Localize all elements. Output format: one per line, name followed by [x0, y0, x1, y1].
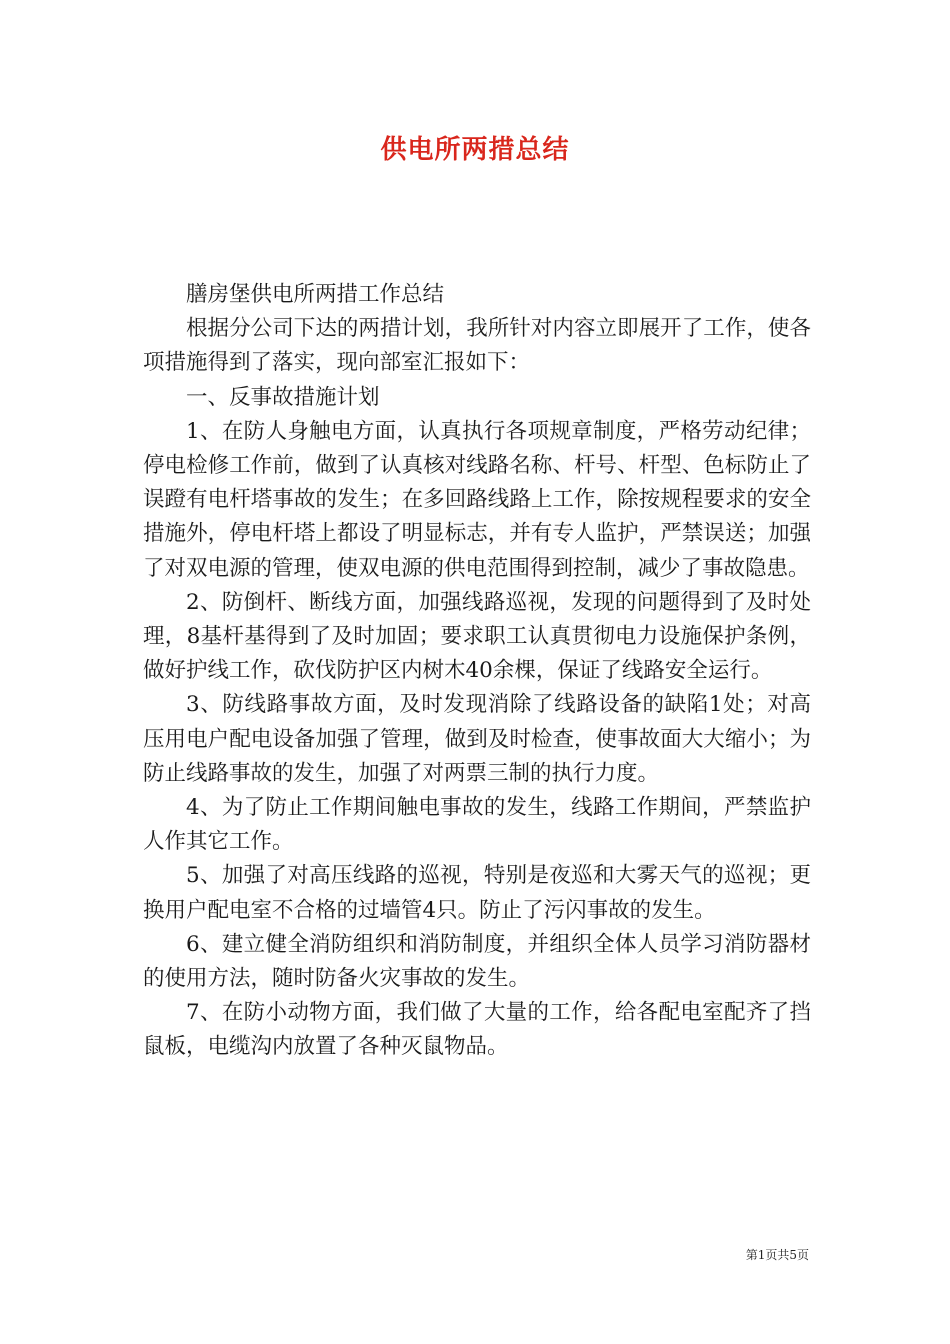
document-body [143, 278, 811, 1065]
item-paragraph-6: 6、建立健全消防组织和消防制度，并组织全体人员学习消防器材的使用方法，随时防备火灾事故的发生。 [143, 931, 811, 992]
page-number-label: 第1页共5页 [745, 1248, 809, 1262]
section-heading: 一、反事故措施计划 [186, 384, 380, 410]
page-footer [746, 1246, 809, 1264]
item-paragraph-3: 3、防线路事故方面，及时发现消除了线路设备的缺陷1处；对高压用电户配电设备加强了管理，做到及时检查，使事故面大大缩小；为防止线路事故的发生，加强了对两票三制的执行力度。 [143, 692, 811, 786]
subtitle-paragraph: 膳房堡供电所两措工作总结 [186, 282, 445, 307]
intro-paragraph: 根据分公司下达的两措计划，我所针对内容立即展开了工作，使各项措施得到了落实，现向部室汇报如下： [143, 316, 811, 376]
item-paragraph-5: 5、加强了对高压线路的巡视，特别是夜巡和大雾天气的巡视；更换用户配电室不合格的过墙管4只。防止了污闪事故的发生。 [143, 863, 811, 923]
item-paragraph-4: 4、为了防止工作期间触电事故的发生，线路工作期间，严禁监护人作其它工作。 [143, 795, 811, 855]
item-paragraph-7: 7、在防小动物方面，我们做了大量的工作，给各配电室配齐了挡鼠板，电缆沟内放置了各种灭鼠物品。 [143, 1000, 811, 1060]
item-paragraph-1: 1、在防人身触电方面，认真执行各项规章制度，严格劳动纪律；停电检修工作前，做到了认真核对线路名称、杆号、杆型、色标防止了误蹬有电杆塔事故的发生；在多回路线路上工作，除按规程要求的安全措施外，停电杆塔上都设了明显标志，并有专人监护，严禁误送；加强了对双电源的管理，使双电源的供电范围得到控制，减少了事故隐患。 [143, 418, 811, 581]
document-title: 供电所两措总结 [380, 135, 570, 165]
item-paragraph-2: 2、防倒杆、断线方面，加强线路巡视，发现的问题得到了及时处理，8基杆基得到了及时加固；要求职工认真贯彻电力设施保护条例，做好护线工作，砍伐防护区内树木40余棵，保证了线路安全运行。 [143, 589, 811, 684]
